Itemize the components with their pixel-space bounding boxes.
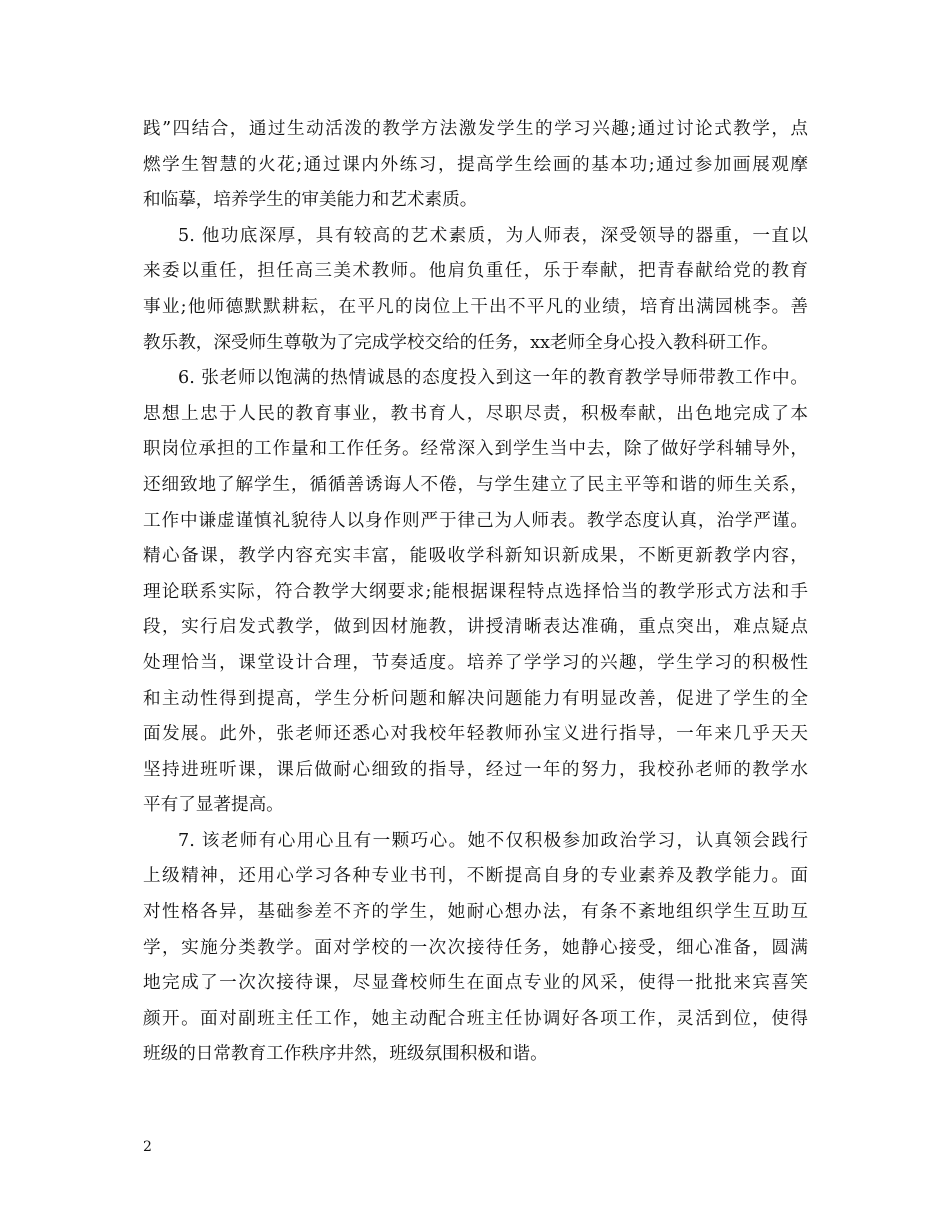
text-line: 学，实施分类教学。面对学校的一次次接待任务，她静心接受，细心准备，圆满: [143, 937, 808, 958]
text-line: 对性格各异，基础参差不齐的学生，她耐心想办法，有条不紊地组织学生互助互: [143, 902, 808, 923]
text-line: 和主动性得到提高，学生分析问题和解决问题能力有明显改善，促进了学生的全: [143, 688, 808, 709]
text-line: 理论联系实际，符合教学大纲要求;能根据课程特点选择恰当的教学形式方法和手: [143, 581, 808, 602]
text-line: 和临摹，培养学生的审美能力和艺术素质。: [143, 190, 478, 211]
text-line: 地完成了一次次接待课，尽显聋校师生在面点专业的风采，使得一批批来宾喜笑: [143, 973, 808, 994]
text-line: 颜开。面对副班主任工作，她主动配合班主任协调好各项工作，灵活到位，使得: [143, 1008, 808, 1029]
text-line: 段，实行启发式教学，做到因材施教，讲授清晰表达准确，重点突出，难点疑点: [143, 617, 808, 638]
text-line: 事业;他师德默默耕耘，在平凡的岗位上干出不平凡的业绩，培育出满园桃李。善: [143, 296, 808, 317]
text-line: 面发展。此外，张老师还悉心对我校年轻教师孙宝义进行指导，一年来几乎天天: [143, 724, 808, 745]
paragraph-item-5: [143, 219, 808, 361]
page-number: 2: [143, 1139, 152, 1155]
text-line: 5. 他功底深厚，具有较高的艺术素质，为人师表，深受领导的器重，一直以: [178, 225, 808, 246]
text-line: 平有了显著提高。: [143, 795, 284, 816]
text-line: 班级的日常教育工作秩序井然，班级氛围积极和谐。: [143, 1044, 548, 1065]
text-line: 燃学生智慧的火花;通过课内外练习，提高学生绘画的基本功;通过参加画展观摩: [143, 154, 808, 175]
text-line: 精心备课，教学内容充实丰富，能吸收学科新知识新成果，不断更新教学内容，: [143, 546, 808, 567]
text-line: 6. 张老师以饱满的热情诚恳的态度投入到这一年的教育教学导师带教工作中。: [178, 368, 808, 389]
text-line: 来委以重任，担任高三美术教师。他肩负重任，乐于奉献，把青春献给党的教育: [143, 261, 808, 282]
text-line: 坚持进班听课，课后做耐心细致的指导，经过一年的努力，我校孙老师的教学水: [143, 759, 808, 780]
text-line: 7. 该老师有心用心且有一颗巧心。她不仅积极参加政治学习，认真领会践行: [178, 830, 808, 851]
text-line: 还细致地了解学生，循循善诱诲人不倦，与学生建立了民主平等和谐的师生关系，: [143, 474, 808, 495]
paragraph-item-7: [143, 824, 808, 1073]
text-line: 工作中谦虚谨慎礼貌待人以身作则严于律己为人师表。教学态度认真，治学严谨。: [143, 510, 808, 531]
text-line: 处理恰当，课堂设计合理，节奏适度。培养了学学习的兴趣，学生学习的积极性: [143, 652, 808, 673]
paragraph-continuation: [143, 112, 808, 219]
text-line: 思想上忠于人民的教育事业，教书育人，尽职尽责，积极奉献，出色地完成了本: [143, 403, 808, 424]
text-line: 职岗位承担的工作量和工作任务。经常深入到学生当中去，除了做好学科辅导外，: [143, 439, 808, 460]
text-line: 践”四结合，通过生动活泼的教学方法激发学生的学习兴趣;通过讨论式教学，点: [143, 119, 808, 139]
text-line: 教乐教，深受师生尊敬为了完成学校交给的任务，xx老师全身心投入教科研工作。: [143, 332, 779, 353]
text-line: 上级精神，还用心学习各种专业书刊，不断提高自身的专业素养及教学能力。面: [143, 866, 808, 887]
body-text: [143, 112, 808, 1073]
paragraph-item-6: [143, 361, 808, 824]
